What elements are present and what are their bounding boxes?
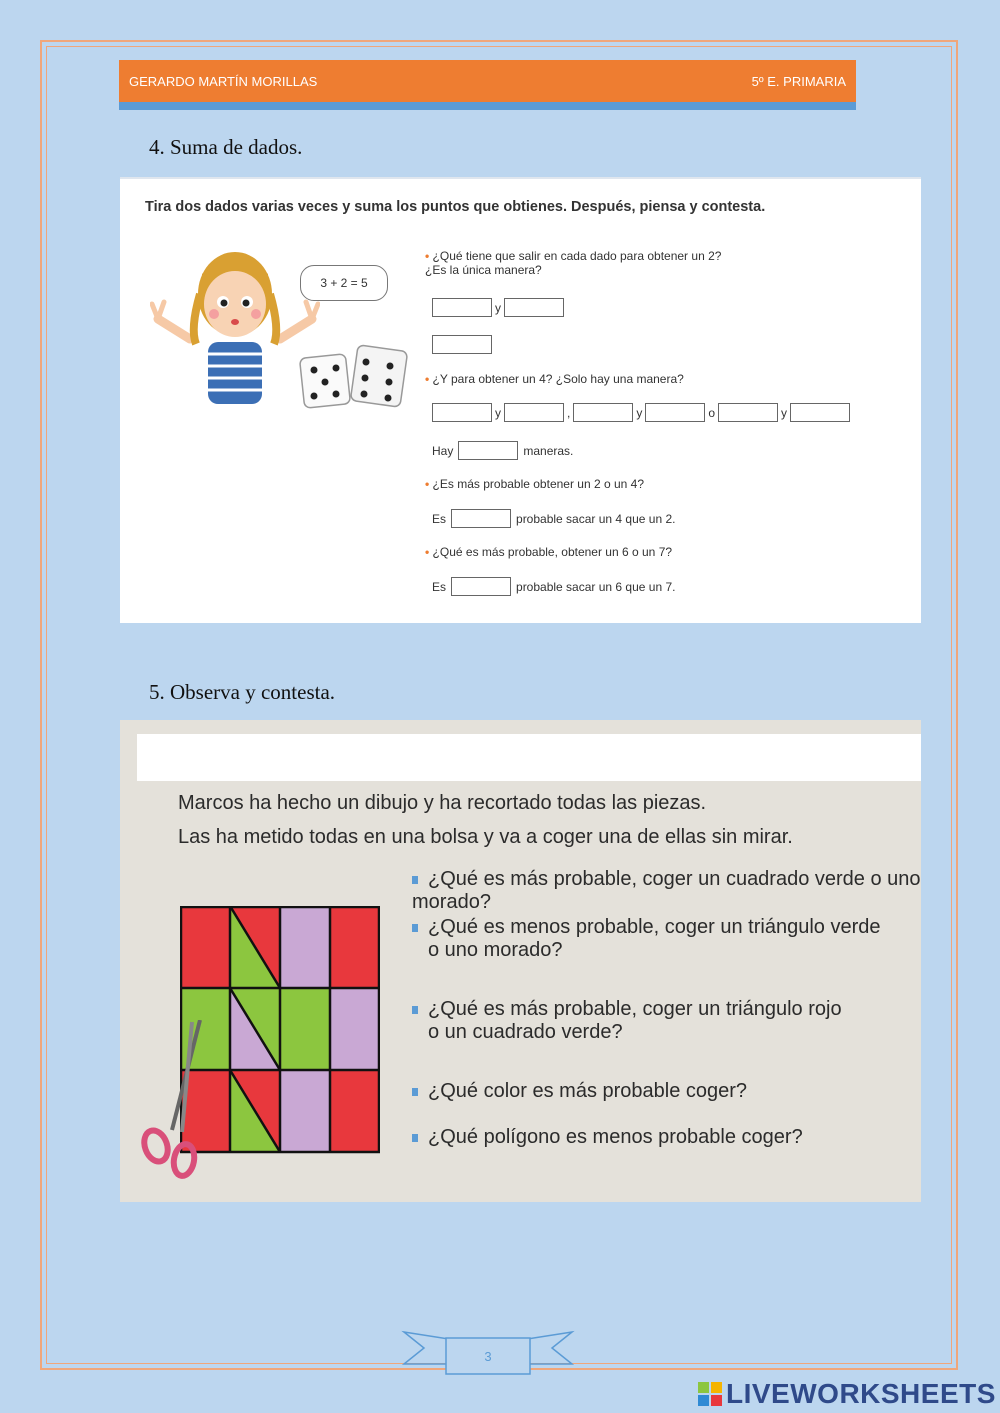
page-number: 3 bbox=[484, 1349, 492, 1364]
answer-suffix: probable sacar un 6 que un 7. bbox=[516, 579, 676, 594]
answer-box[interactable] bbox=[451, 509, 511, 528]
dice-exercise-panel bbox=[120, 177, 921, 623]
dice-instruction: Tira dos dados varias veces y suma los puntos que obtienes. Después, piensa y contesta. bbox=[145, 199, 766, 215]
answer-box[interactable] bbox=[432, 298, 492, 317]
question-sum-4-text: ¿Y para obtener un 4? ¿Solo hay una manera? bbox=[432, 372, 684, 386]
answer-row-unique bbox=[432, 335, 492, 354]
question-compare-6-7-text: ¿Qué es más probable, obtener un 6 o un 7? bbox=[432, 545, 673, 559]
question-compare-6-7 bbox=[425, 545, 672, 559]
bullet-icon bbox=[412, 1134, 418, 1142]
section4-title: 4. Suma de dados. bbox=[149, 135, 303, 159]
page-header bbox=[119, 60, 856, 102]
bullet-icon bbox=[412, 876, 418, 884]
question-sum-2-text: ¿Qué tiene que salir en cada dado para obtener un 2? bbox=[432, 249, 722, 263]
answer-box[interactable] bbox=[504, 298, 564, 317]
question-compare-2-4-text: ¿Es más probable obtener un 2 o un 4? bbox=[432, 477, 645, 491]
question-sum-2 bbox=[425, 249, 721, 277]
question-item: ¿Qué es menos probable, coger un triángulo verde o uno morado? bbox=[412, 916, 881, 962]
bullet-icon: • bbox=[425, 372, 430, 386]
author-name: GERARDO MARTÍN MORILLAS bbox=[129, 73, 318, 89]
liveworksheets-logo bbox=[698, 1378, 996, 1410]
bullet-icon: • bbox=[425, 249, 430, 263]
question-sum-2-text-2: ¿Es la única manera? bbox=[425, 263, 542, 277]
answer-suffix: probable sacar un 4 que un 2. bbox=[516, 511, 676, 526]
answer-box[interactable] bbox=[451, 577, 511, 596]
conjunction-label: y bbox=[636, 405, 643, 420]
speech-bubble: 3 + 2 = 5 bbox=[300, 265, 388, 301]
question-item: ¿Qué color es más probable coger? bbox=[412, 1080, 747, 1103]
conjunction-label: y bbox=[781, 405, 788, 420]
hay-label: Hay bbox=[432, 443, 454, 458]
section5-title: 5. Observa y contesta. bbox=[149, 680, 336, 704]
answer-box[interactable] bbox=[573, 403, 633, 422]
answer-box[interactable] bbox=[645, 403, 705, 422]
bullet-icon bbox=[412, 1006, 418, 1014]
scissors-icon bbox=[138, 1020, 228, 1190]
logo-icon bbox=[698, 1382, 722, 1406]
comma-label: , bbox=[567, 405, 571, 420]
bullet-icon: • bbox=[425, 477, 430, 491]
question-item: ¿Qué es más probable, coger un triángulo rojo o un cuadrado verde? bbox=[412, 998, 842, 1044]
answer-row-count bbox=[432, 441, 573, 460]
answer-box[interactable] bbox=[790, 403, 850, 422]
intro-line-1: Marcos ha hecho un dibujo y ha recortado todas las piezas. bbox=[178, 792, 707, 814]
girl-illustration bbox=[150, 234, 320, 419]
header-stripe bbox=[119, 102, 856, 110]
top-white-bar bbox=[137, 734, 921, 781]
answer-row-sum-2 bbox=[432, 298, 564, 317]
conjunction-label: y bbox=[495, 300, 501, 315]
es-label: Es bbox=[432, 579, 447, 594]
dice-icon bbox=[298, 344, 410, 444]
answer-box[interactable] bbox=[432, 335, 492, 354]
answer-row-sum-4 bbox=[432, 403, 850, 422]
question-item: ¿Qué polígono es menos probable coger? bbox=[412, 1126, 803, 1149]
question-sum-4 bbox=[425, 372, 684, 386]
bullet-icon bbox=[412, 1088, 418, 1096]
conjunction-label: o bbox=[708, 405, 716, 420]
bullet-icon bbox=[412, 924, 418, 932]
intro-line-2: Las ha metido todas en una bolsa y va a coger una de ellas sin mirar. bbox=[178, 826, 793, 848]
answer-box[interactable] bbox=[458, 441, 518, 460]
answer-box[interactable] bbox=[504, 403, 564, 422]
maneras-label: maneras. bbox=[523, 443, 574, 458]
bullet-icon: • bbox=[425, 545, 430, 559]
logo-text: LIVEWORKSHEETS bbox=[726, 1378, 996, 1409]
answer-box[interactable] bbox=[432, 403, 492, 422]
question-compare-2-4 bbox=[425, 477, 644, 491]
grade-label: 5º E. PRIMARIA bbox=[751, 73, 846, 89]
puzzle-exercise-panel bbox=[120, 720, 921, 1202]
answer-row-compare-6-7 bbox=[432, 577, 675, 596]
es-label: Es bbox=[432, 511, 447, 526]
conjunction-label: y bbox=[495, 405, 501, 420]
answer-row-compare-2-4 bbox=[432, 509, 675, 528]
answer-box[interactable] bbox=[718, 403, 778, 422]
question-item: ¿Qué es más probable, coger un cuadrado verde o uno morado? bbox=[412, 868, 921, 913]
